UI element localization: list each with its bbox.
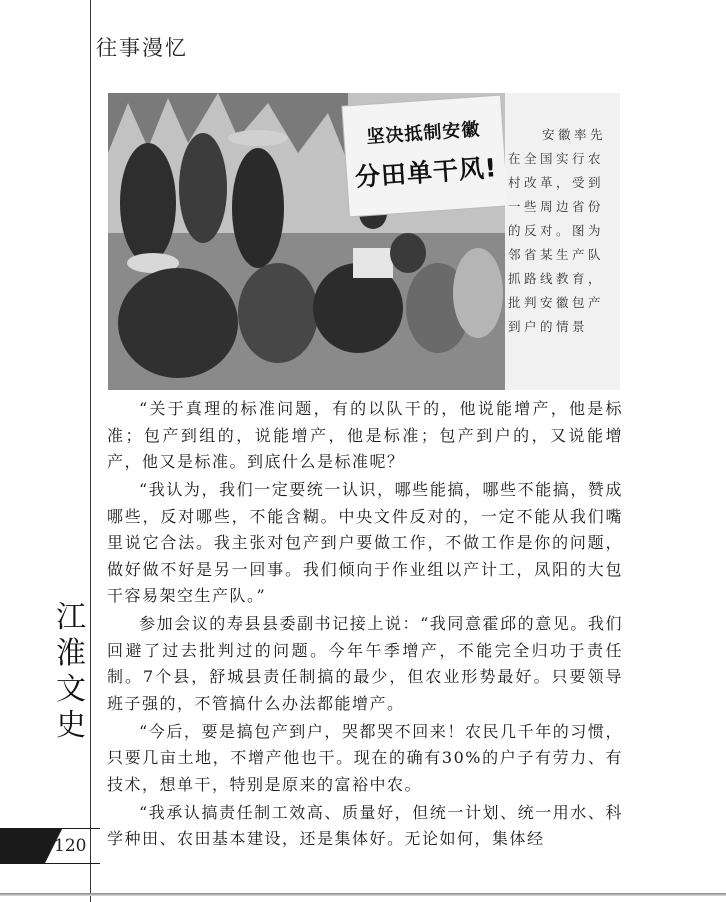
sign-line-2: 分田单干风! [354, 153, 499, 192]
historical-photo [108, 93, 505, 390]
paragraph: “我认为，我们一定要统一认识，哪些能搞，哪些不能搞，赞成哪些，反对哪些，不能含糊。中央文件反对的，一定不能从我们嘴里说它合法。我主张对包产到户要做工作，不做工作是你的问题，做好做不好是另一回事。我们倾向于作业组以产计工，凤阳的大包干容易架空生产队。” [107, 480, 623, 605]
section-title: 往事漫忆 [96, 36, 188, 60]
page-number: 120 [54, 836, 87, 856]
caption-line: 村改革，受到 [508, 175, 605, 190]
sign-line-1: 坚决抵制安徽 [365, 119, 482, 149]
caption-line: 安徽率先 [542, 127, 607, 142]
protest-sign [342, 96, 505, 217]
paragraph: “今后，要是搞包产到户，哭都哭不回来！农民几千年的习惯，只要几亩土地，不增产他也干。现在的确有30%的户子有劳力、有技术，想单干，特别是原来的富裕中农。 [107, 721, 623, 794]
photo-figure [108, 93, 620, 390]
margin-rule [90, 0, 91, 902]
paragraph: “关于真理的标准问题，有的以队干的，他说能增产，他是标准；包产到组的，说能增产，他是标准；包产到户的，又说能增产，他又是标准。到底什么是标准呢？ [107, 399, 623, 471]
page-number-tab [0, 828, 100, 864]
journal-title-char: 文 [56, 672, 86, 707]
paragraph: 参加会议的寿县县委副书记接上说：“我同意霍邱的意见。我们回避了过去批判过的问题。今年午季增产，不能完全归功于责任制。7个县，舒城县责任制搞的最少，但农业形势最好。只要领导班子强的，不管搞什么办法都能增产。 [107, 614, 623, 713]
journal-title-char: 江 [56, 600, 86, 635]
caption-line: 邻省某生产队 [508, 247, 605, 262]
paragraph: “我承认搞责任制工效高、质量好，但统一计划、统一用水、科学种田、农田基本建设，还是集体好。无论如何，集体经 [107, 802, 623, 848]
caption-line: 批判安徽包产 [508, 295, 605, 310]
caption-line: 抓路线教育， [508, 271, 605, 286]
caption-line: 在全国实行农 [508, 151, 605, 166]
journal-title-char: 淮 [56, 636, 86, 671]
photo-caption [508, 123, 618, 339]
bottom-rule [0, 893, 726, 896]
article-body [107, 396, 623, 853]
caption-line: 到户的情景 [508, 319, 589, 334]
caption-line: 的反对。图为 [508, 223, 605, 238]
caption-line: 一些周边省份 [508, 199, 605, 214]
journal-title [55, 600, 87, 744]
journal-title-char: 史 [56, 708, 86, 743]
